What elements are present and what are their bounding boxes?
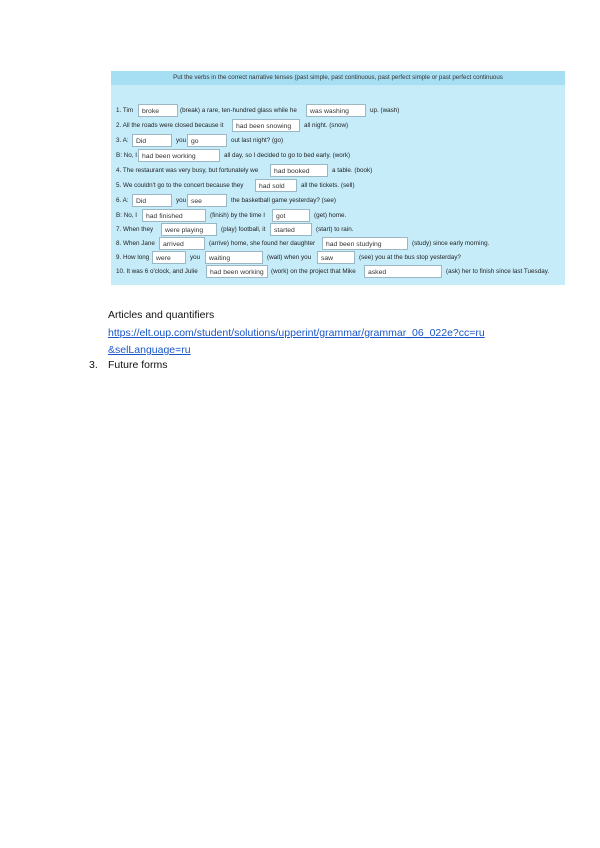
answer-field[interactable]: see	[187, 194, 227, 207]
exercise-title: Put the verbs in the correct narrative tenses (past simple, past continuous, past perfect simple or past perfect continuous	[111, 71, 565, 85]
answer-field[interactable]: had been working	[138, 149, 220, 162]
answer-field[interactable]: was washing	[306, 104, 366, 117]
row-text: all day, so I decided to go to bed early. (work)	[224, 152, 351, 159]
row-text: B: No, I	[116, 152, 137, 159]
row-text: 5. We couldn't go to the concert because they	[116, 182, 244, 189]
answer-field[interactable]: had been studying	[322, 237, 408, 250]
row-text: 2. All the roads were closed because it	[116, 122, 224, 129]
answer-field[interactable]: waiting	[205, 251, 263, 264]
answer-field[interactable]: had finished	[142, 209, 206, 222]
solutions-link[interactable]: https://elt.oup.com/student/solutions/upperint/grammar/grammar_06_022e?cc=ru	[108, 327, 485, 339]
exercise-image	[111, 71, 565, 285]
answer-field[interactable]: had sold	[255, 179, 297, 192]
row-text: you	[176, 197, 187, 204]
row-text: you	[176, 137, 187, 144]
row-text: the basketball game yesterday? (see)	[231, 197, 337, 204]
row-text: up. (wash)	[370, 107, 400, 114]
answer-field[interactable]: had booked	[270, 164, 328, 177]
row-text: (work) on the project that Mike	[271, 268, 356, 275]
answer-field[interactable]: go	[187, 134, 227, 147]
answer-field[interactable]: got	[272, 209, 310, 222]
row-text: (start) to rain.	[316, 226, 354, 233]
answer-field[interactable]: arrived	[159, 237, 205, 250]
answer-field[interactable]: asked	[364, 265, 442, 278]
answer-field[interactable]: Did	[132, 194, 172, 207]
row-text: 1. Tim	[116, 107, 134, 114]
row-text: (study) since early morning.	[412, 240, 490, 247]
row-text: (finish) by the time I	[210, 212, 265, 219]
answer-field[interactable]: were playing	[161, 223, 217, 236]
row-text: B: No, I	[116, 212, 137, 219]
row-text: you	[190, 254, 201, 261]
list-item-label: Future forms	[108, 359, 168, 371]
row-text: 8. When Jane	[116, 240, 155, 247]
row-text: 3. A:	[116, 137, 129, 144]
row-text: all night. (snow)	[304, 122, 349, 129]
row-text: 9. How long	[116, 254, 150, 261]
answer-field[interactable]: broke	[138, 104, 178, 117]
answer-field[interactable]: saw	[317, 251, 355, 264]
row-text: all the tickets. (sell)	[301, 182, 355, 189]
solutions-link-continued[interactable]: &selLanguage=ru	[108, 344, 191, 356]
answer-field[interactable]: started	[270, 223, 312, 236]
row-text: 10. It was 6 o'clock, and Julie	[116, 268, 198, 275]
row-text: 7. When they	[116, 226, 154, 233]
answer-field[interactable]: had been working	[206, 265, 268, 278]
answer-field[interactable]: were	[152, 251, 186, 264]
section-heading: Articles and quantifiers	[108, 309, 215, 321]
row-text: a table. (book)	[332, 167, 373, 174]
row-text: (arrive) home, she found her daughter	[209, 240, 316, 247]
answer-field[interactable]: Did	[132, 134, 172, 147]
row-text: out last night? (go)	[231, 137, 284, 144]
row-text: (get) home.	[314, 212, 347, 219]
answer-field[interactable]: had been snowing	[232, 119, 300, 132]
row-text: 6. A:	[116, 197, 129, 204]
list-number: 3.	[89, 359, 98, 371]
row-text: (see) you at the bus stop yesterday?	[359, 254, 461, 261]
row-text: (ask) her to finish since last Tuesday.	[446, 268, 550, 275]
row-text: (break) a rare, ten-hundred glass while he	[180, 107, 297, 114]
row-text: (play) football, it	[221, 226, 266, 233]
row-text: (wait) when you	[267, 254, 312, 261]
row-text: 4. The restaurant was very busy, but fortunately we	[116, 167, 259, 174]
